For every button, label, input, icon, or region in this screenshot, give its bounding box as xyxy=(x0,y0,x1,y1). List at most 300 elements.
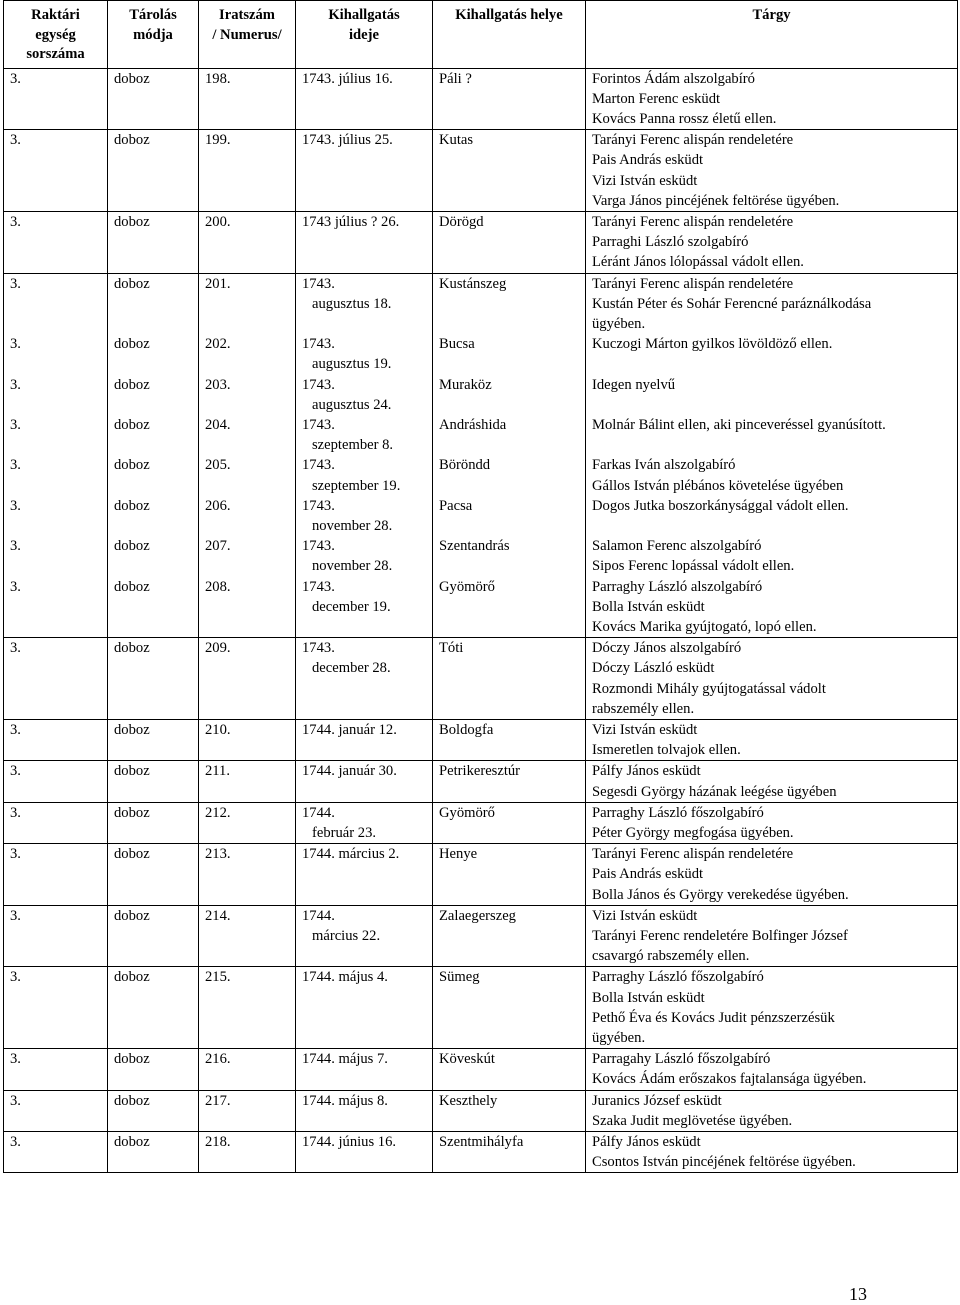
helye-value: Páli ? xyxy=(439,70,472,87)
cell-ideje xyxy=(296,844,433,906)
targy-line: Ismeretlen tolvajok ellen. xyxy=(592,742,741,759)
ideje-line: 1743. xyxy=(302,538,335,555)
iratszam-value: 200. xyxy=(205,213,231,230)
cell-ideje xyxy=(296,211,433,273)
targy-line: Bolla István esküdt xyxy=(592,989,705,1006)
cell-raktari xyxy=(4,1132,108,1173)
cell-targy xyxy=(586,211,958,273)
cell-raktari xyxy=(4,577,108,638)
helye-value: Böröndd xyxy=(439,457,491,474)
cell-tarolas xyxy=(108,375,199,415)
targy-line: Segesdi György házának leégése ügyében xyxy=(592,783,837,800)
targy-line: Dogos Jutka boszorkánysággal vádolt ellen. xyxy=(592,497,849,514)
cell-ideje xyxy=(296,1090,433,1131)
header-targy-label: Tárgy xyxy=(752,7,791,23)
table-row xyxy=(4,130,958,212)
cell-iratszam xyxy=(199,68,296,130)
header-tarolas-line: módja xyxy=(133,26,173,43)
cell-tarolas xyxy=(108,802,199,843)
cell-ideje xyxy=(296,455,433,495)
header-ideje-line: ideje xyxy=(349,26,379,43)
cell-ideje xyxy=(296,273,433,334)
targy-line: Parraghy László főszolgabíró xyxy=(592,969,764,986)
ideje-line: 1744. május 4. xyxy=(302,969,388,986)
tarolas-value: doboz xyxy=(114,1051,150,1068)
targy-line: Rozmondi Mihály gyújtogatással vádolt xyxy=(592,680,826,697)
targy-line: Csontos István pincéjének feltörése ügyében. xyxy=(592,1154,856,1171)
cell-targy xyxy=(586,130,958,212)
ideje-line: 1744. május 7. xyxy=(302,1051,388,1068)
targy-line: Kovács Panna rossz életű ellen. xyxy=(592,110,777,127)
cell-helye xyxy=(433,375,586,415)
targy-line: Sipos Ferenc lopással vádolt ellen. xyxy=(592,558,795,575)
iratszam-value: 209. xyxy=(205,640,231,657)
ideje-line: szeptember 8. xyxy=(312,437,394,454)
cell-targy xyxy=(586,273,958,334)
ideje-line: november 28. xyxy=(312,517,393,534)
targy-line: Tarányi Ferenc alispán rendeletére xyxy=(592,213,794,230)
targy-line: Pais András esküdt xyxy=(592,866,704,883)
cell-iratszam xyxy=(199,130,296,212)
cell-raktari xyxy=(4,905,108,967)
cell-ideje xyxy=(296,1132,433,1173)
cell-raktari xyxy=(4,638,108,720)
raktari-value: 3. xyxy=(10,722,21,738)
helye-value: Sümeg xyxy=(439,969,480,986)
raktari-value: 3. xyxy=(10,907,21,924)
helye-value: Dörögd xyxy=(439,213,484,230)
cell-tarolas xyxy=(108,1090,199,1131)
cell-tarolas xyxy=(108,761,199,802)
raktari-value: 3. xyxy=(10,497,21,514)
raktari-value: 3. xyxy=(10,336,21,353)
ideje-line: december 19. xyxy=(312,598,391,615)
iratszam-value: 201. xyxy=(205,275,231,292)
cell-raktari xyxy=(4,496,108,536)
raktari-value: 3. xyxy=(10,132,21,149)
raktari-value: 3. xyxy=(10,640,21,657)
targy-line: csavargó rabszemély ellen. xyxy=(592,948,750,965)
cell-tarolas xyxy=(108,455,199,495)
helye-value: Bucsa xyxy=(439,336,475,353)
helye-value: Andráshida xyxy=(439,416,507,433)
targy-line: Parraghy László főszolgabíró xyxy=(592,804,764,821)
cell-ideje xyxy=(296,130,433,212)
header-iratszam-line: Iratszám xyxy=(219,7,275,23)
ideje-line: 1743. xyxy=(302,376,335,393)
ideje-line: 1743. xyxy=(302,497,335,514)
raktari-value: 3. xyxy=(10,457,21,474)
cell-ideje xyxy=(296,577,433,638)
targy-line: Kuczogi Márton gyilkos lövöldöző ellen. xyxy=(592,336,833,353)
helye-value: Keszthely xyxy=(439,1092,498,1109)
cell-raktari xyxy=(4,720,108,761)
cell-targy xyxy=(586,1049,958,1090)
iratszam-value: 203. xyxy=(205,376,231,393)
cell-raktari xyxy=(4,415,108,455)
ideje-line: 1744. xyxy=(302,907,335,924)
iratszam-value: 207. xyxy=(205,538,231,555)
targy-line: Pálfy János esküdt xyxy=(592,763,701,780)
cell-raktari xyxy=(4,967,108,1049)
cell-helye xyxy=(433,334,586,374)
cell-targy xyxy=(586,802,958,843)
iratszam-value: 214. xyxy=(205,907,231,924)
header-targy xyxy=(586,1,958,69)
cell-iratszam xyxy=(199,273,296,334)
table-row xyxy=(4,496,958,536)
cell-helye xyxy=(433,967,586,1049)
helye-value: Gyömörő xyxy=(439,578,495,595)
ideje-line: 1744. június 16. xyxy=(302,1134,397,1151)
targy-line: Dóczy János alszolgabíró xyxy=(592,640,742,657)
targy-line: Kustán Péter és Sohár Ferencné paráználkodása xyxy=(592,295,872,312)
cell-helye xyxy=(433,1090,586,1131)
tarolas-value: doboz xyxy=(114,275,150,292)
cell-targy xyxy=(586,415,958,455)
table-row xyxy=(4,536,958,576)
raktari-value: 3. xyxy=(10,969,21,986)
cell-tarolas xyxy=(108,720,199,761)
cell-iratszam xyxy=(199,496,296,536)
cell-targy xyxy=(586,68,958,130)
iratszam-value: 213. xyxy=(205,846,231,863)
targy-line: Pálfy János esküdt xyxy=(592,1134,701,1151)
ideje-line: 1743. xyxy=(302,275,335,292)
cell-iratszam xyxy=(199,844,296,906)
cell-helye xyxy=(433,761,586,802)
cell-targy xyxy=(586,1090,958,1131)
raktari-value: 3. xyxy=(10,1134,21,1151)
targy-line: Bolla János és György verekedése ügyében. xyxy=(592,886,849,903)
cell-helye xyxy=(433,577,586,638)
cell-iratszam xyxy=(199,536,296,576)
raktari-value: 3. xyxy=(10,70,21,87)
table-row xyxy=(4,967,958,1049)
tarolas-value: doboz xyxy=(114,1134,150,1151)
cell-iratszam xyxy=(199,455,296,495)
raktari-value: 3. xyxy=(10,763,21,780)
cell-targy xyxy=(586,375,958,415)
cell-ideje xyxy=(296,536,433,576)
tarolas-value: doboz xyxy=(114,969,150,986)
targy-line: Tarányi Ferenc alispán rendeletére xyxy=(592,132,794,149)
ideje-line: 1743. xyxy=(302,416,335,433)
cell-helye xyxy=(433,496,586,536)
cell-helye xyxy=(433,130,586,212)
tarolas-value: doboz xyxy=(114,763,150,780)
cell-helye xyxy=(433,536,586,576)
header-raktari xyxy=(4,1,108,69)
targy-line: ügyében. xyxy=(592,1030,646,1047)
register-body xyxy=(4,68,958,1173)
targy-line: Tarányi Ferenc alispán rendeletére xyxy=(592,846,794,863)
tarolas-value: doboz xyxy=(114,846,150,863)
targy-line: Vizi István esküdt xyxy=(592,172,698,189)
cell-helye xyxy=(433,273,586,334)
cell-iratszam xyxy=(199,577,296,638)
table-row xyxy=(4,1090,958,1131)
tarolas-value: doboz xyxy=(114,336,150,353)
cell-iratszam xyxy=(199,761,296,802)
iratszam-value: 208. xyxy=(205,578,231,595)
header-ideje-line: Kihallgatás xyxy=(328,7,400,23)
tarolas-value: doboz xyxy=(114,132,150,149)
tarolas-value: doboz xyxy=(114,722,150,738)
cell-raktari xyxy=(4,536,108,576)
tarolas-value: doboz xyxy=(114,70,150,87)
targy-line: Varga János pincéjének feltörése ügyében. xyxy=(592,192,840,209)
cell-helye xyxy=(433,638,586,720)
iratszam-value: 205. xyxy=(205,457,231,474)
raktari-value: 3. xyxy=(10,846,21,863)
ideje-line: augusztus 19. xyxy=(312,356,392,373)
iratszam-value: 206. xyxy=(205,497,231,514)
targy-line: Salamon Ferenc alszolgabíró xyxy=(592,538,762,555)
ideje-line: december 28. xyxy=(312,660,391,677)
targy-line: Dóczy László esküdt xyxy=(592,660,715,677)
tarolas-value: doboz xyxy=(114,1092,150,1109)
tarolas-value: doboz xyxy=(114,907,150,924)
table-row xyxy=(4,577,958,638)
targy-line: Juranics József esküdt xyxy=(592,1092,722,1109)
table-row xyxy=(4,334,958,374)
cell-raktari xyxy=(4,844,108,906)
table-row xyxy=(4,638,958,720)
helye-value: Kustánszeg xyxy=(439,275,507,292)
cell-raktari xyxy=(4,273,108,334)
targy-line: Marton Ferenc esküdt xyxy=(592,90,721,107)
cell-iratszam xyxy=(199,967,296,1049)
table-row xyxy=(4,375,958,415)
iratszam-value: 199. xyxy=(205,132,231,149)
ideje-line: 1743. xyxy=(302,457,335,474)
cell-iratszam xyxy=(199,1090,296,1131)
targy-line: Kovács Marika gyújtogató, lopó ellen. xyxy=(592,618,817,635)
table-row xyxy=(4,68,958,130)
ideje-line: augusztus 24. xyxy=(312,396,392,413)
ideje-line: november 28. xyxy=(312,558,393,575)
cell-tarolas xyxy=(108,273,199,334)
header-raktari-line: egység xyxy=(35,26,76,43)
cell-helye xyxy=(433,211,586,273)
cell-targy xyxy=(586,536,958,576)
cell-raktari xyxy=(4,211,108,273)
cell-iratszam xyxy=(199,720,296,761)
cell-tarolas xyxy=(108,1049,199,1090)
header-iratszam-line: / Numerus/ xyxy=(212,26,282,43)
targy-line: Tarányi Ferenc alispán rendeletére xyxy=(592,275,794,292)
helye-value: Muraköz xyxy=(439,376,492,393)
targy-line: Péter György megfogása ügyében. xyxy=(592,825,794,842)
targy-line: Idegen nyelvű xyxy=(592,376,676,393)
cell-targy xyxy=(586,761,958,802)
helye-value: Szentmihályfa xyxy=(439,1134,524,1151)
tarolas-value: doboz xyxy=(114,497,150,514)
table-row xyxy=(4,802,958,843)
targy-line: Léránt János lólopással vádolt ellen. xyxy=(592,254,804,271)
raktari-value: 3. xyxy=(10,275,21,292)
raktari-value: 3. xyxy=(10,804,21,821)
targy-line: ügyében. xyxy=(592,315,646,332)
cell-tarolas xyxy=(108,496,199,536)
cell-ideje xyxy=(296,496,433,536)
cell-tarolas xyxy=(108,68,199,130)
cell-ideje xyxy=(296,802,433,843)
targy-line: Szaka Judit meglövetése ügyében. xyxy=(592,1112,793,1129)
targy-line: Gállos István plébános követelése ügyében xyxy=(592,477,844,494)
ideje-line: 1744. xyxy=(302,804,335,821)
targy-line: Vizi István esküdt xyxy=(592,722,698,738)
iratszam-value: 215. xyxy=(205,969,231,986)
cell-iratszam xyxy=(199,415,296,455)
raktari-value: 3. xyxy=(10,538,21,555)
cell-helye xyxy=(433,720,586,761)
ideje-line: március 22. xyxy=(312,928,381,945)
targy-line: Molnár Bálint ellen, aki pinceveréssel gyanúsított. xyxy=(592,416,886,433)
cell-raktari xyxy=(4,130,108,212)
cell-tarolas xyxy=(108,334,199,374)
ideje-line: 1744. január 30. xyxy=(302,763,397,780)
cell-tarolas xyxy=(108,211,199,273)
cell-iratszam xyxy=(199,334,296,374)
cell-ideje xyxy=(296,720,433,761)
header-iratszam xyxy=(199,1,296,69)
header-helye-label: Kihallgatás helye xyxy=(455,7,563,23)
cell-tarolas xyxy=(108,844,199,906)
cell-ideje xyxy=(296,761,433,802)
cell-raktari xyxy=(4,455,108,495)
tarolas-value: doboz xyxy=(114,457,150,474)
table-row xyxy=(4,211,958,273)
cell-tarolas xyxy=(108,967,199,1049)
iratszam-value: 217. xyxy=(205,1092,231,1109)
helye-value: Petrikeresztúr xyxy=(439,763,521,780)
cell-raktari xyxy=(4,1049,108,1090)
iratszam-value: 216. xyxy=(205,1051,231,1068)
cell-iratszam xyxy=(199,638,296,720)
cell-helye xyxy=(433,844,586,906)
iratszam-value: 204. xyxy=(205,416,231,433)
header-row xyxy=(4,1,958,69)
cell-helye xyxy=(433,1049,586,1090)
header-raktari-line: sorszáma xyxy=(26,46,85,62)
iratszam-value: 210. xyxy=(205,722,231,738)
ideje-line: 1743. xyxy=(302,640,335,657)
cell-iratszam xyxy=(199,1049,296,1090)
targy-line: Parragahy László főszolgabíró xyxy=(592,1051,771,1068)
iratszam-value: 198. xyxy=(205,70,231,87)
cell-helye xyxy=(433,415,586,455)
ideje-line: 1743. xyxy=(302,336,335,353)
raktari-value: 3. xyxy=(10,416,21,433)
cell-tarolas xyxy=(108,577,199,638)
header-tarolas xyxy=(108,1,199,69)
table-row xyxy=(4,905,958,967)
targy-line: Pethő Éva és Kovács Judit pénzszerzésük xyxy=(592,1009,835,1026)
cell-tarolas xyxy=(108,638,199,720)
ideje-line: február 23. xyxy=(312,825,377,842)
header-raktari-line: Raktári xyxy=(31,7,80,23)
cell-raktari xyxy=(4,802,108,843)
cell-targy xyxy=(586,967,958,1049)
cell-ideje xyxy=(296,1049,433,1090)
ideje-line: 1743. július 16. xyxy=(302,70,393,87)
helye-value: Pacsa xyxy=(439,497,473,514)
cell-iratszam xyxy=(199,375,296,415)
cell-targy xyxy=(586,720,958,761)
ideje-line: szeptember 19. xyxy=(312,477,401,494)
table-row xyxy=(4,720,958,761)
cell-ideje xyxy=(296,638,433,720)
helye-value: Szentandrás xyxy=(439,538,510,555)
helye-value: Kutas xyxy=(439,132,474,149)
cell-tarolas xyxy=(108,536,199,576)
table-row xyxy=(4,844,958,906)
cell-ideje xyxy=(296,967,433,1049)
helye-value: Zalaegerszeg xyxy=(439,907,516,924)
cell-iratszam xyxy=(199,1132,296,1173)
table-row xyxy=(4,455,958,495)
cell-targy xyxy=(586,1132,958,1173)
targy-line: Kovács Ádám erőszakos fajtalansága ügyében. xyxy=(592,1071,867,1088)
cell-targy xyxy=(586,638,958,720)
cell-targy xyxy=(586,577,958,638)
targy-line: Parraghi László szolgabíró xyxy=(592,234,749,251)
cell-iratszam xyxy=(199,802,296,843)
tarolas-value: doboz xyxy=(114,640,150,657)
cell-ideje xyxy=(296,375,433,415)
tarolas-value: doboz xyxy=(114,804,150,821)
iratszam-value: 211. xyxy=(205,763,230,780)
ideje-line: 1744. március 2. xyxy=(302,846,400,863)
targy-line: Bolla István esküdt xyxy=(592,598,705,615)
cell-tarolas xyxy=(108,1132,199,1173)
header-ideje xyxy=(296,1,433,69)
cell-helye xyxy=(433,905,586,967)
targy-line: Forintos Ádám alszolgabíró xyxy=(592,70,755,87)
cell-helye xyxy=(433,68,586,130)
cell-targy xyxy=(586,334,958,374)
helye-value: Köveskút xyxy=(439,1051,495,1068)
cell-raktari xyxy=(4,761,108,802)
cell-raktari xyxy=(4,68,108,130)
targy-line: rabszemély ellen. xyxy=(592,700,695,717)
cell-ideje xyxy=(296,415,433,455)
tarolas-value: doboz xyxy=(114,578,150,595)
ideje-line: augusztus 18. xyxy=(312,295,392,312)
cell-raktari xyxy=(4,334,108,374)
cell-tarolas xyxy=(108,130,199,212)
cell-ideje xyxy=(296,68,433,130)
cell-targy xyxy=(586,844,958,906)
ideje-line: 1744. január 12. xyxy=(302,722,397,738)
raktari-value: 3. xyxy=(10,213,21,230)
targy-line: Pais András esküdt xyxy=(592,152,704,169)
tarolas-value: doboz xyxy=(114,416,150,433)
table-row xyxy=(4,761,958,802)
raktari-value: 3. xyxy=(10,376,21,393)
cell-targy xyxy=(586,496,958,536)
cell-helye xyxy=(433,802,586,843)
table-row xyxy=(4,273,958,334)
header-helye xyxy=(433,1,586,69)
cell-raktari xyxy=(4,375,108,415)
archive-register-table xyxy=(3,0,958,1173)
iratszam-value: 218. xyxy=(205,1134,231,1151)
cell-helye xyxy=(433,1132,586,1173)
cell-helye xyxy=(433,455,586,495)
